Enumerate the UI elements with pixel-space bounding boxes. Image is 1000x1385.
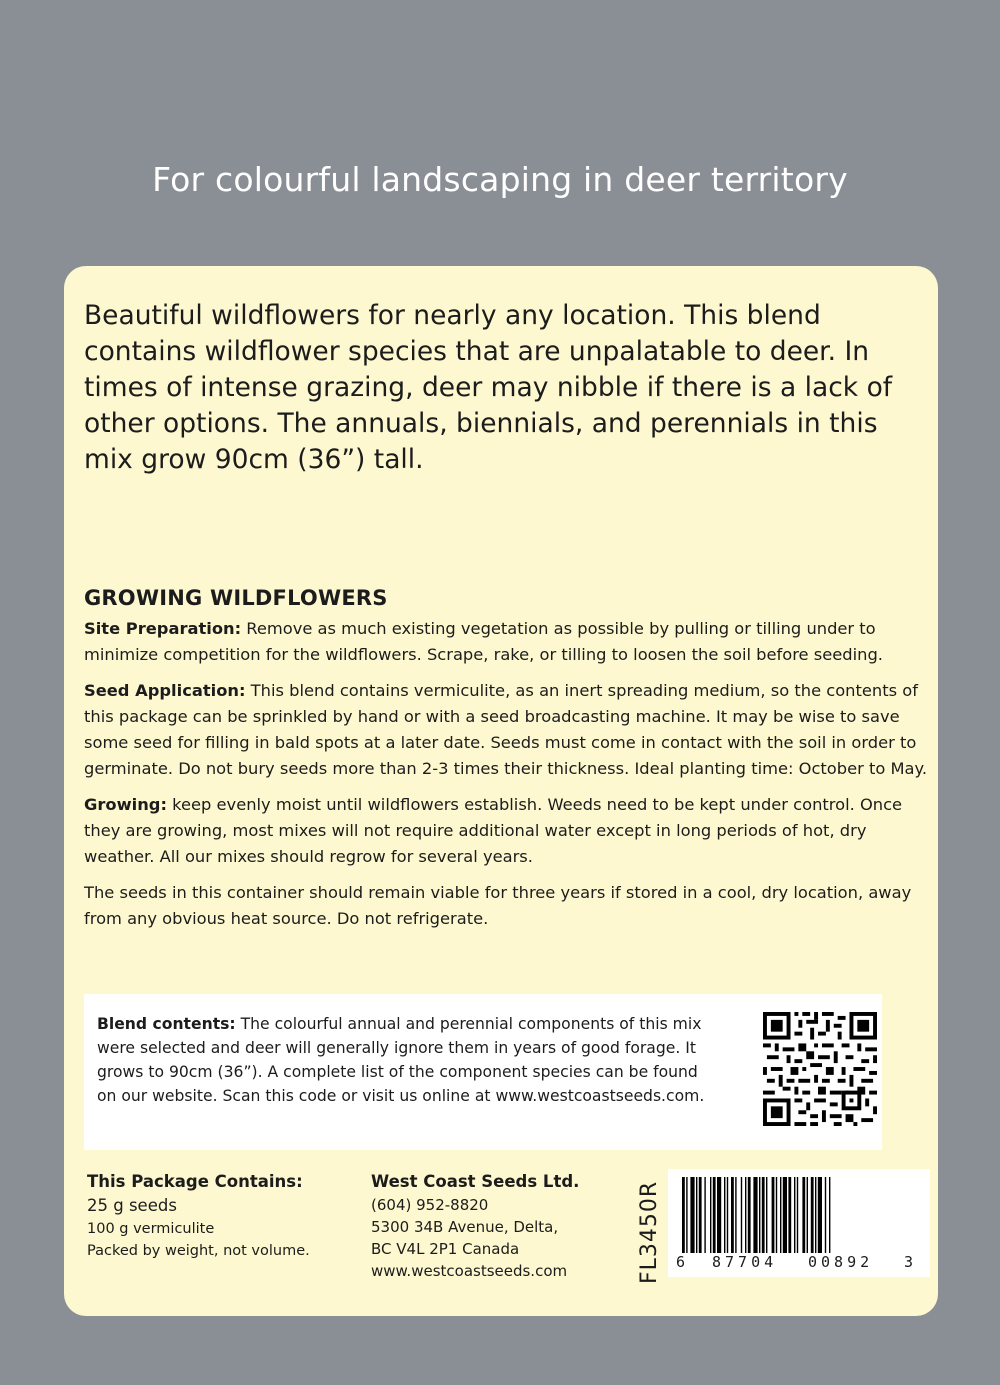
barcode-bar <box>735 1177 736 1253</box>
barcode-bar <box>772 1177 775 1253</box>
intro-description: Beautiful wildflowers for nearly any location. This blend contains wildflower species that are unpalatable to deer. In times of intense grazing, deer may nibble if there is a lack of other options. The annuals, biennials, and perennials in this mix grow 90cm (36”) tall. <box>84 300 893 475</box>
barcode-bar <box>776 1177 777 1253</box>
barcode <box>668 1169 930 1277</box>
sku-container <box>636 1180 664 1284</box>
barcode-digit-first: 6 <box>676 1253 686 1271</box>
barcode-bar <box>682 1177 685 1253</box>
company-info <box>371 1170 601 1282</box>
blend-contents <box>97 1012 717 1108</box>
barcode-bar <box>780 1177 781 1253</box>
barcode-bar <box>748 1177 751 1253</box>
seed-application <box>84 678 934 782</box>
barcode-bar <box>759 1177 760 1253</box>
company-address-line2: BC V4L 2P1 Canada <box>371 1240 520 1258</box>
barcode-bar <box>811 1177 814 1253</box>
package-seeds: 25 g seeds <box>87 1196 177 1215</box>
storage-note: The seeds in this container should remain viable for three years if stored in a cool, dry location, away from any obvious heat source. Do not refrigerate. <box>84 883 912 928</box>
barcode-bar <box>724 1177 725 1253</box>
barcode-bar <box>802 1177 805 1253</box>
barcode-bar <box>696 1177 697 1253</box>
barcode-bar <box>825 1177 826 1253</box>
barcode-icon <box>680 1177 918 1253</box>
barcode-bar <box>699 1177 702 1253</box>
growing-label: Growing: <box>84 795 167 814</box>
company-website[interactable]: www.westcoastseeds.com <box>371 1262 568 1280</box>
package-heading: This Package Contains: <box>87 1172 303 1191</box>
barcode-bar <box>717 1177 721 1253</box>
company-phone: (604) 952-8820 <box>371 1196 489 1214</box>
barcode-bar <box>794 1177 795 1253</box>
barcode-bar <box>783 1177 787 1253</box>
barcode-bar <box>815 1177 816 1253</box>
growing-heading: GROWING WILDFLOWERS <box>84 586 388 610</box>
barcode-bar <box>686 1177 687 1253</box>
barcode-bar <box>704 1177 705 1253</box>
barcode-bar <box>753 1177 757 1253</box>
company-address-line1: 5300 34B Avenue, Delta, <box>371 1218 559 1236</box>
site-preparation-text: Remove as much existing vegetation as possible by pulling or tilling under to minimize competition for the wildflowers. Scrape, rake, or tilling to loosen the soil before seeding. <box>84 619 883 664</box>
info-panel <box>64 266 938 1316</box>
package-note: Packed by weight, not volume. <box>87 1243 310 1259</box>
barcode-bar <box>713 1177 716 1253</box>
barcode-bar <box>797 1177 798 1253</box>
barcode-digits-right: 00892 <box>808 1253 874 1271</box>
blend-contents-text: The colourful annual and perennial components of this mix were selected and deer will generally ignore them in years of good forage. It grows to 90cm (36”). A complete list of the component species can be found on our website. Scan this code or visit us online at www.westcoastseeds.com. <box>97 1015 705 1105</box>
barcode-bar <box>690 1177 694 1253</box>
sku-code: FL3450R <box>637 1180 662 1284</box>
barcode-bar <box>807 1177 808 1253</box>
barcode-bar <box>818 1177 822 1253</box>
package-vermiculite: 100 g vermiculite <box>87 1221 215 1237</box>
site-preparation-label: Site Preparation: <box>84 619 242 638</box>
growing-section <box>84 586 934 942</box>
barcode-bar <box>741 1177 742 1253</box>
barcode-bar <box>766 1177 767 1253</box>
barcode-bar <box>788 1177 791 1253</box>
barcode-bar <box>762 1177 765 1253</box>
barcode-bar <box>727 1177 728 1253</box>
growing-instructions <box>84 792 934 870</box>
barcode-digit-last: 3 <box>904 1253 914 1271</box>
seed-application-text: This blend contains vermiculite, as an inert spreading medium, so the contents of this package can be sprinkled by hand or with a seed broadcasting machine. It may be wise to save some seed for filling in bald spots at a later date. Seeds must come in contact with the soil in order to germinate. Do not bury seeds more than 2-3 times their thickness. Ideal planting time: October to May. <box>84 681 927 778</box>
package-contents <box>87 1170 347 1262</box>
tagline: For colourful landscaping in deer territory <box>152 160 848 199</box>
seed-application-label: Seed Application: <box>84 681 246 700</box>
qr-code-icon[interactable] <box>763 1012 877 1126</box>
barcode-digits-left: 87704 <box>712 1253 778 1271</box>
blend-contents-box <box>84 994 882 1150</box>
site-preparation <box>84 616 934 668</box>
barcode-bar <box>745 1177 746 1253</box>
barcode-bar <box>829 1177 830 1253</box>
barcode-bar <box>731 1177 734 1253</box>
blend-contents-label: Blend contents: <box>97 1015 236 1033</box>
barcode-bar <box>710 1177 711 1253</box>
growing-text: keep evenly moist until wildflowers establish. Weeds need to be kept under control. Once they are growing, most mixes will not require additional water except in long periods of hot, dry weather. All our mixes should regrow for several years. <box>84 795 903 866</box>
company-name: West Coast Seeds Ltd. <box>371 1172 580 1191</box>
